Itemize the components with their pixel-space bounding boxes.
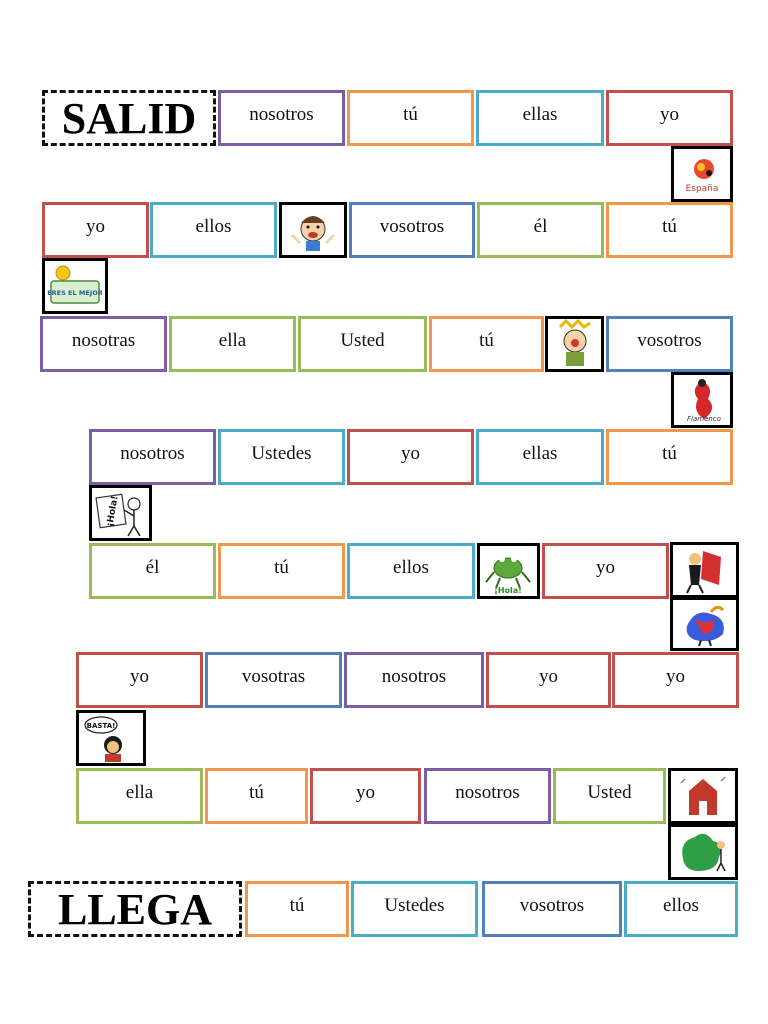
hola-frog-text: ¡Hola! xyxy=(494,586,522,595)
espana-logo-text: España xyxy=(685,184,719,194)
hola-frog-picture xyxy=(477,543,540,599)
board-cell: vosotros xyxy=(606,316,733,372)
espana-logo-picture xyxy=(671,146,733,202)
board-cell: ella xyxy=(169,316,296,372)
board-cell: él xyxy=(477,202,604,258)
board-cell: Ustedes xyxy=(218,429,345,485)
board-cell: yo xyxy=(486,652,611,708)
kid-cartoon-picture xyxy=(279,202,347,258)
start-label: SALID xyxy=(42,90,216,146)
board-cell: nosotros xyxy=(89,429,216,485)
board-cell: yo xyxy=(542,543,669,599)
eres-el-mejor-picture xyxy=(42,258,108,314)
board-cell: tú xyxy=(429,316,544,372)
basta-text: BASTA! xyxy=(86,722,116,730)
eres-el-mejor-text: ERES EL MEJOR xyxy=(47,289,103,297)
bullfighter-picture xyxy=(670,542,739,598)
board-cell: ellas xyxy=(476,90,604,146)
board-cell: tú xyxy=(606,429,733,485)
clown-cartoon-picture xyxy=(545,316,604,372)
board-cell: vosotros xyxy=(482,881,622,937)
board-cell: tú xyxy=(205,768,308,824)
board-cell: Ustedes xyxy=(351,881,478,937)
rooster-picture xyxy=(670,597,739,651)
basta-picture xyxy=(76,710,146,766)
board-cell: Usted xyxy=(553,768,666,824)
board-cell: nosotros xyxy=(424,768,551,824)
board-cell: yo xyxy=(42,202,149,258)
board-cell: Usted xyxy=(298,316,427,372)
board-cell: ellas xyxy=(476,429,604,485)
board-cell: ella xyxy=(76,768,203,824)
board-cell: tú xyxy=(245,881,349,937)
board-cell: nosotras xyxy=(40,316,167,372)
board-cell: tú xyxy=(218,543,345,599)
board-cell: ellos xyxy=(150,202,277,258)
board-cell: yo xyxy=(606,90,733,146)
board-cell: nosotros xyxy=(218,90,345,146)
board-cell: ellos xyxy=(624,881,738,937)
building-picture xyxy=(668,768,738,824)
board-cell: yo xyxy=(310,768,421,824)
board-cell: vosotras xyxy=(205,652,342,708)
board-cell: tú xyxy=(347,90,474,146)
hola-sign-text: ¡Hola! xyxy=(105,495,121,528)
board-cell: él xyxy=(89,543,216,599)
end-label: LLEGA xyxy=(28,881,242,937)
board-cell: yo xyxy=(347,429,474,485)
board-cell: nosotros xyxy=(344,652,484,708)
flamenco-text: Flamenco xyxy=(687,415,721,423)
board-cell: ellos xyxy=(347,543,475,599)
hola-sign-picture xyxy=(89,485,152,541)
flamenco-picture xyxy=(671,372,733,428)
board-cell: yo xyxy=(76,652,203,708)
tree-picture xyxy=(668,824,738,880)
board-cell: tú xyxy=(606,202,733,258)
board-cell: vosotros xyxy=(349,202,475,258)
board-cell: yo xyxy=(612,652,739,708)
